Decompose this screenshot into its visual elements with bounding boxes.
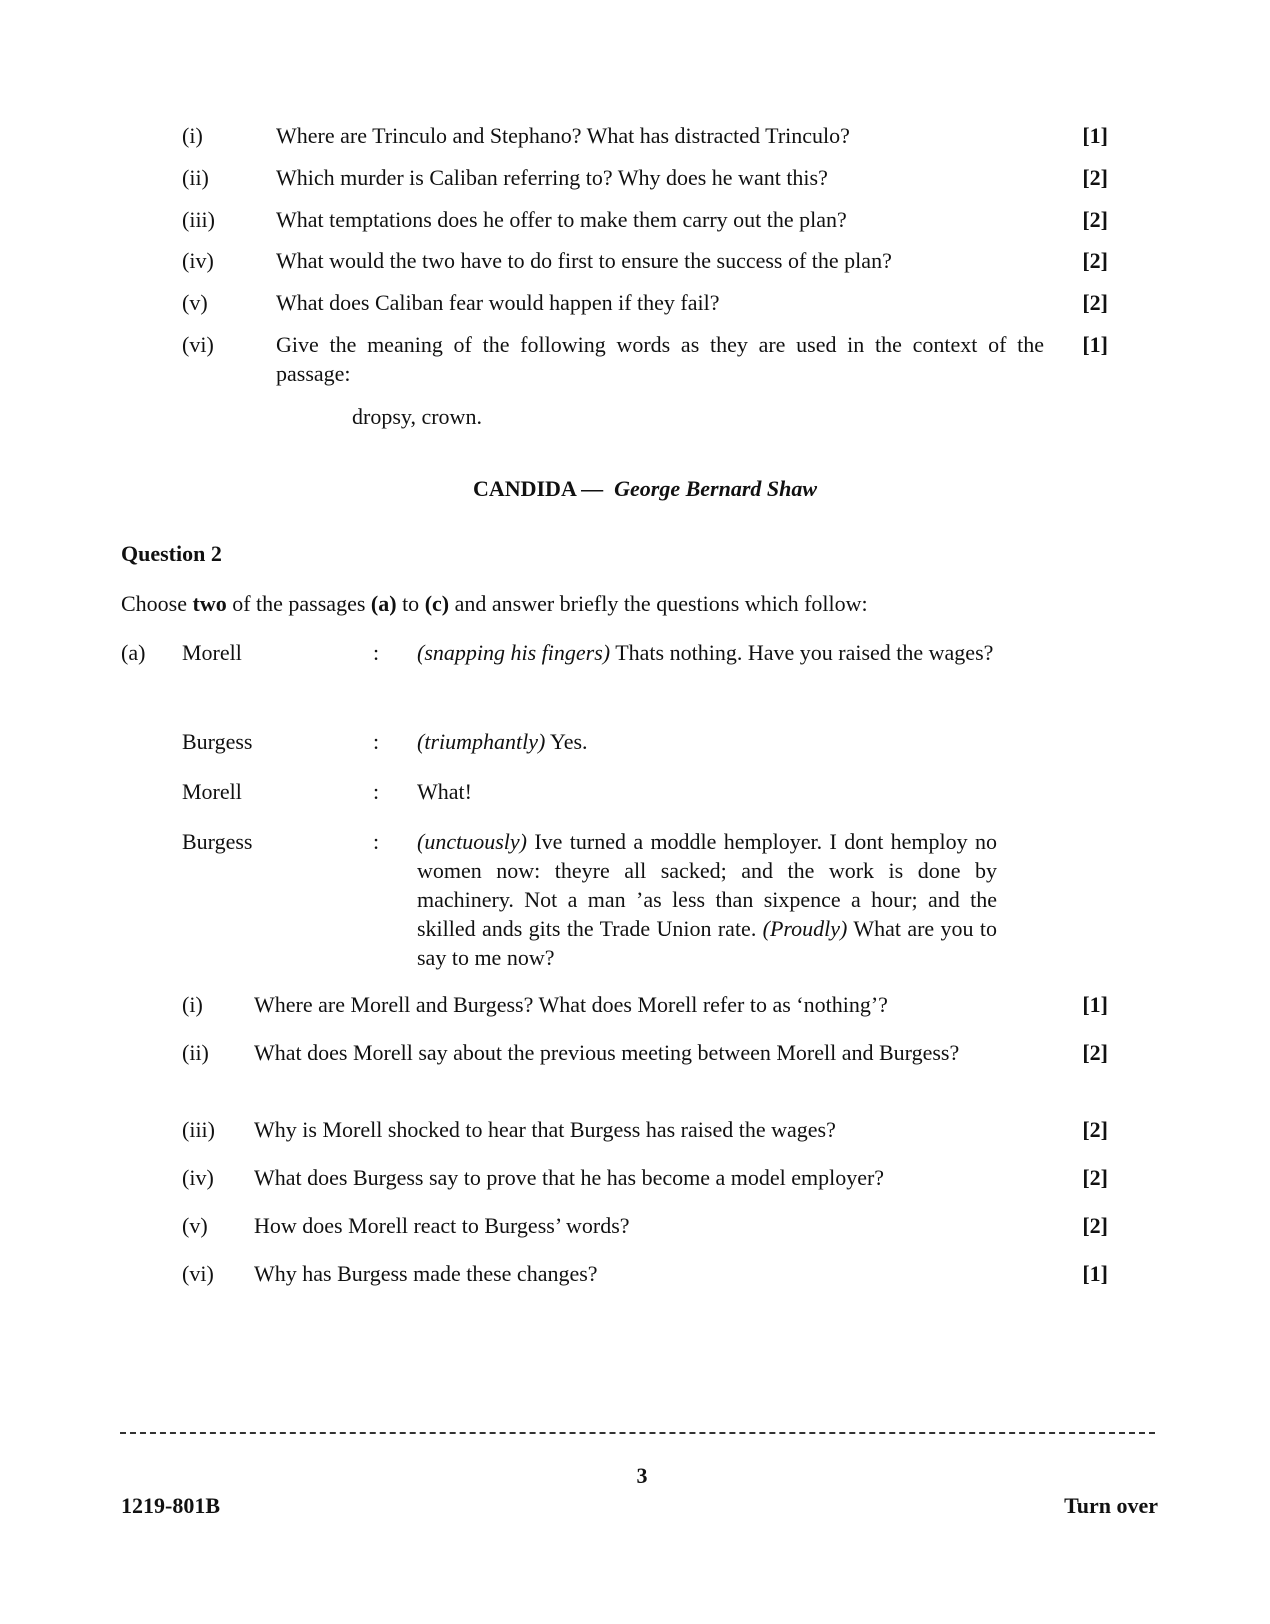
item-marks: [1]	[1082, 332, 1108, 357]
item-number: (vi)	[182, 1261, 214, 1286]
dialogue-text	[417, 638, 1003, 667]
item-number: (ii)	[182, 165, 209, 190]
speech: Ive turned a moddle hemployer. I dont hemploy no women now: theyre all sacked; and the work is done by machinery. Not a man ’as less than sixpence a hour; and the skilled ands gits the Trade Union rate.	[417, 829, 997, 941]
instr-c: (c)	[424, 591, 450, 616]
speaker: Morell	[182, 640, 242, 665]
paper-code: 1219-801B	[121, 1493, 220, 1518]
dialogue-text	[417, 827, 997, 972]
item-text: What would the two have to do first to ensure the success of the plan?	[276, 248, 892, 273]
item-marks: [1]	[1082, 992, 1108, 1017]
speaker-colon: :	[373, 779, 380, 804]
footer-divider	[120, 1432, 1155, 1434]
speaker-colon: :	[373, 729, 380, 754]
question-heading: Question 2	[121, 541, 222, 566]
instr-mid1: of the passages	[226, 591, 371, 616]
play-title: CANDIDA —	[472, 476, 604, 501]
instr-two: two	[192, 591, 227, 616]
stage-direction: (triumphantly)	[417, 729, 546, 754]
item-number: (iv)	[182, 1165, 214, 1190]
speaker-colon: :	[373, 640, 380, 665]
item-number: (iii)	[182, 207, 215, 232]
instr-pre: Choose	[121, 591, 193, 616]
item-text: What does Burgess say to prove that he has become a model employer?	[254, 1165, 885, 1190]
dialogue-text	[417, 777, 1003, 806]
speech: What are you to say to me now?	[417, 916, 997, 970]
play-author: George Bernard Shaw	[614, 476, 818, 501]
item-text: How does Morell react to Burgess’ words?	[254, 1213, 630, 1238]
speaker: Morell	[182, 779, 242, 804]
item-text: Why has Burgess made these changes?	[254, 1261, 598, 1286]
item-number: (iv)	[182, 248, 214, 273]
item-text: What does Caliban fear would happen if they fail?	[276, 290, 720, 315]
instr-post: and answer briefly the questions which follow:	[449, 591, 868, 616]
speech: Thats nothing. Have you raised the wages?	[610, 640, 994, 665]
item-text: What does Morell say about the previous meeting between Morell and Burgess?	[254, 1040, 960, 1065]
item-number: (v)	[182, 290, 208, 315]
speaker: Burgess	[182, 829, 253, 854]
item-marks: [2]	[1082, 290, 1108, 315]
item-marks: [1]	[1082, 1261, 1108, 1286]
instr-a: (a)	[370, 591, 397, 616]
item-text: Why is Morell shocked to hear that Burgess has raised the wages?	[254, 1117, 836, 1142]
item-number: (iii)	[182, 1117, 215, 1142]
speech: What!	[417, 779, 472, 804]
word-list: dropsy, crown.	[352, 404, 482, 429]
item-marks: [1]	[1082, 123, 1108, 148]
page-number: 3	[636, 1463, 648, 1488]
dialogue-text	[417, 727, 1003, 756]
item-number: (i)	[182, 992, 203, 1017]
stage-direction: (unctuously)	[417, 829, 527, 854]
item-marks: [2]	[1082, 1165, 1108, 1190]
item-text: Where are Trinculo and Stephano? What has distracted Trinculo?	[276, 123, 850, 148]
item-marks: [2]	[1082, 1117, 1108, 1142]
item-marks: [2]	[1082, 1040, 1108, 1065]
item-number: (ii)	[182, 1040, 209, 1065]
section-heading	[0, 474, 1270, 503]
item-marks: [2]	[1082, 1213, 1108, 1238]
speaker: Burgess	[182, 729, 253, 754]
stage-direction: (snapping his fingers)	[417, 640, 611, 665]
speaker-colon: :	[373, 829, 380, 854]
stage-direction: (Proudly)	[762, 916, 848, 941]
instructions	[121, 589, 868, 618]
item-text: Give the meaning of the following words as they are used in the context of the passage:	[276, 332, 1044, 386]
item-marks: [2]	[1082, 248, 1108, 273]
item-marks: [2]	[1082, 165, 1108, 190]
speech: Yes.	[545, 729, 588, 754]
item-number: (v)	[182, 1213, 208, 1238]
item-number: (i)	[182, 123, 203, 148]
passage-label: (a)	[121, 640, 146, 665]
item-marks: [2]	[1082, 207, 1108, 232]
item-number: (vi)	[182, 332, 214, 357]
item-text: What temptations does he offer to make them carry out the plan?	[276, 207, 847, 232]
item-text: Where are Morell and Burgess? What does Morell refer to as ‘nothing’?	[254, 992, 888, 1017]
item-text: Which murder is Caliban referring to? Why does he want this?	[276, 165, 828, 190]
turn-over-note: Turn over	[1064, 1493, 1158, 1518]
instr-mid2: to	[396, 591, 425, 616]
